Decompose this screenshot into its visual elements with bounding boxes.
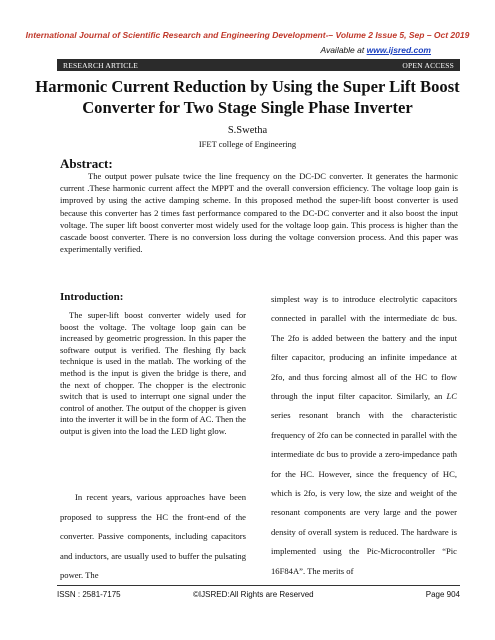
- availability-line: [320, 45, 431, 55]
- introduction-paragraph-2: In recent years, various approaches have been proposed to suppress the HC the front-end of the converter. Passive components, including capacitors and inductors, are usually used to buffer the pulsating power. The: [60, 492, 246, 581]
- introduction-paragraph-1: The super-lift boost converter widely used for boost the voltage. The voltage loop gain can be increased by geometric progression. In this paper the software output is verified. The fleshing fly back technique is used in the matlab. The working of the method is the input is given the bridge is there, and the next of chopper. The chopper is the electronic switch that is used to interrupt one signal under the control of another. The output of the chopper is given into the inverter it will be in the form of AC. Then the output is given into the load the LED light glow.: [60, 310, 246, 436]
- abstract-heading: Abstract:: [60, 156, 113, 171]
- available-prefix: Available at: [320, 45, 367, 55]
- paper-title: Harmonic Current Reduction by Using the Super Lift Boost Converter for Two Stage Single Phase Inverter: [35, 77, 460, 117]
- footer-page-number: Page 904: [425, 590, 460, 599]
- right-column-part-2: series resonant branch with the characteristic frequency of 2fo can be connected in parallel with the intermediate dc bus to provide a zero-impedance path for the HC. However, since the frequency of HC, which is 2fo, is very low, the size and weight of the resonant components are very large and the power density of overall system is reduced. The hardware is implemented using the Pic-Microcontroller “Pic 16F84A”. The merits of: [271, 410, 457, 576]
- introduction-heading: Introduction:: [60, 291, 124, 303]
- footer-issn: ISSN : 2581-7175: [57, 590, 121, 599]
- research-article-label: RESEARCH ARTICLE: [63, 60, 139, 70]
- journal-header: International Journal of Scientific Research and Engineering Development-– Volume 2 Issue 5, Sep – Oct 2019: [25, 30, 470, 40]
- footer-copyright: ©IJSRED:All Rights are Reserved: [193, 590, 314, 599]
- journal-website-link[interactable]: www.ijsred.com: [366, 45, 431, 55]
- article-type-bar: [57, 59, 460, 71]
- abstract-text: The output power pulsate twice the line frequency on the DC-DC converter. It generates the harmonic current .These harmonic current affect the MPPT and the overall conversion efficiency. The voltage loop gain is improved by using the active damping scheme. In this proposed method the super-lift boost converter is used because this converter has 2 times fast performance compared to the DC-DC converter and it also boost the input voltage. The super lift boost converter most widely used for the voltage loop gain. This process is higher than the cascade boost converter. There is no conversion loss during the voltage conversion process. And this paper was experimentally verified.: [60, 171, 458, 255]
- footer-divider: [57, 585, 460, 586]
- right-column-text: [271, 290, 457, 581]
- open-access-label: OPEN ACCESS: [402, 60, 454, 70]
- author-name: S.Swetha: [227, 125, 268, 136]
- right-column-part-1: simplest way is to introduce electrolytic capacitors connected in parallel with the intermediate dc bus. The 2fo is added between the battery and the input filter capacitor, producing an infinite impedance at 2fo, and thus forcing almost all of the HC to flow through the input filter capacitor. Similarly, an: [271, 294, 457, 402]
- author-affiliation: IFET college of Engineering: [198, 139, 297, 149]
- lc-term: LC: [446, 391, 457, 402]
